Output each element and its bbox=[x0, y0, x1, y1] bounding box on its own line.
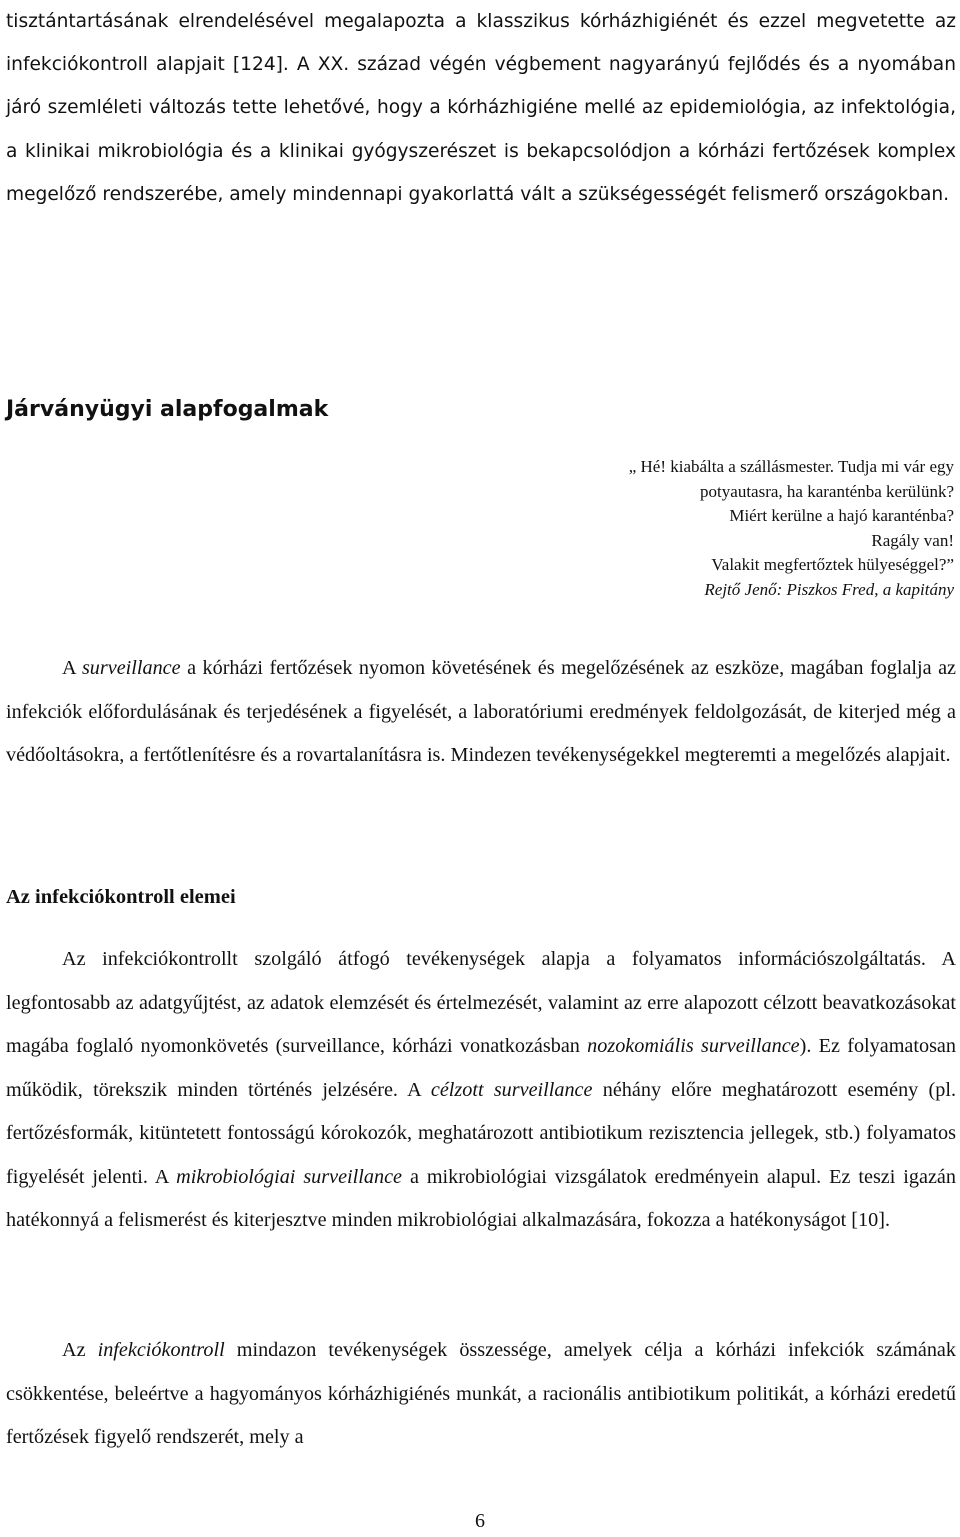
italic-term: surveillance bbox=[81, 657, 181, 679]
section-heading-epidemiology: Járványügyi alapfogalmak bbox=[6, 397, 329, 422]
italic-term: mikrobiológiai surveillance bbox=[176, 1165, 402, 1188]
quote-line: Ragály van! bbox=[871, 530, 954, 550]
italic-term: infekciókontroll bbox=[97, 1339, 225, 1361]
quote-line: potyautasra, ha karanténba kerülünk? bbox=[700, 481, 954, 501]
surveillance-paragraph: A surveillance a kórházi fertőzések nyomon követésének és megelőzésének az eszköze, magában foglalja az infekciók előfordulásának és terjedésének a figyelését, a laboratóriumi eredmények feldolgozását, de kiterjed még a védőoltásokra, a fertőtlenítésre és a rovartalanításra is. Mindezen tevékenységekkel megteremti a megelőzés alapjait. bbox=[6, 657, 956, 766]
quote-attribution: Rejtő Jenő: Piszkos Fred, a kapitány bbox=[704, 579, 954, 599]
quote-line: Miért kerülne a hajó karanténba? bbox=[729, 506, 954, 525]
infection-control-paragraph: Az infekciókontrollt szolgáló átfogó tevékenységek alapja a folyamatos információszolgáltatás. A legfontosabb az adatgyűjtést, az adatok elemzését és értelmezését, valamint az erre alapozott célzott beavatkozásokat magába foglaló nyomonkövetés (surveillance, kórházi vonatkozásban nozokomiális surveillance). Ez folyamatosan működik, törekszik minden történés jelzésére. A célzott surveillance néhány előre meghatározott esemény (pl. fertőzésformák, kitüntetett fontosságú kórokozók, meghatározott antibiotikum rezisztencia jellegek, stb.) folyamatos figyelését jelenti. A mikrobiológiai surveillance a mikrobiológiai vizsgálatok eredményein alapul. Ez teszi igazán hatékonnyá a felismerést és kiterjesztve minden mikrobiológiai alkalmazására, fokozza a hatékonyságot [10]. bbox=[6, 948, 956, 1231]
section-heading-infection-control: Az infekciókontroll elemei bbox=[6, 886, 236, 908]
quote-line: „ Hé! kiabálta a szállásmester. Tudja mi vár egy bbox=[628, 457, 954, 476]
italic-term: nozokomiális surveillance bbox=[587, 1035, 800, 1057]
quote-line: Valakit megfertőztek hülyeséggel?” bbox=[711, 555, 954, 574]
intro-paragraph bbox=[6, 0, 956, 216]
epigraph-quote bbox=[494, 455, 954, 602]
page-number: 6 bbox=[475, 1510, 485, 1532]
italic-term: célzott surveillance bbox=[430, 1078, 593, 1101]
intro-text: tisztántartásának elrendelésével megalapozta a klasszikus kórházhigiénét és ezzel megvetette az infekciókontroll alapjait [124]. A XX. század végén végbement nagyarányú fejlődés és a nyomában járó szemléleti változás tette lehetővé, hogy a kórházhigiéne mellé az epidemiológia, az infektológia, a klinikai mikrobiológia és a klinikai gyógyszerészet is bekapcsolódjon a kórházi fertőzések komplex megelőző rendszerébe, amely mindennapi gyakorlattá vált a szükségességét felismerő országokban. bbox=[6, 11, 956, 205]
infection-control-definition-paragraph: Az infekciókontroll mindazon tevékenységek összessége, amelyek célja a kórházi infekciók számának csökkentése, beleértve a hagyományos kórházhigiénés munkát, a racionális antibiotikum politikát, a kórházi eredetű fertőzések figyelő rendszerét, mely a bbox=[6, 1339, 956, 1448]
